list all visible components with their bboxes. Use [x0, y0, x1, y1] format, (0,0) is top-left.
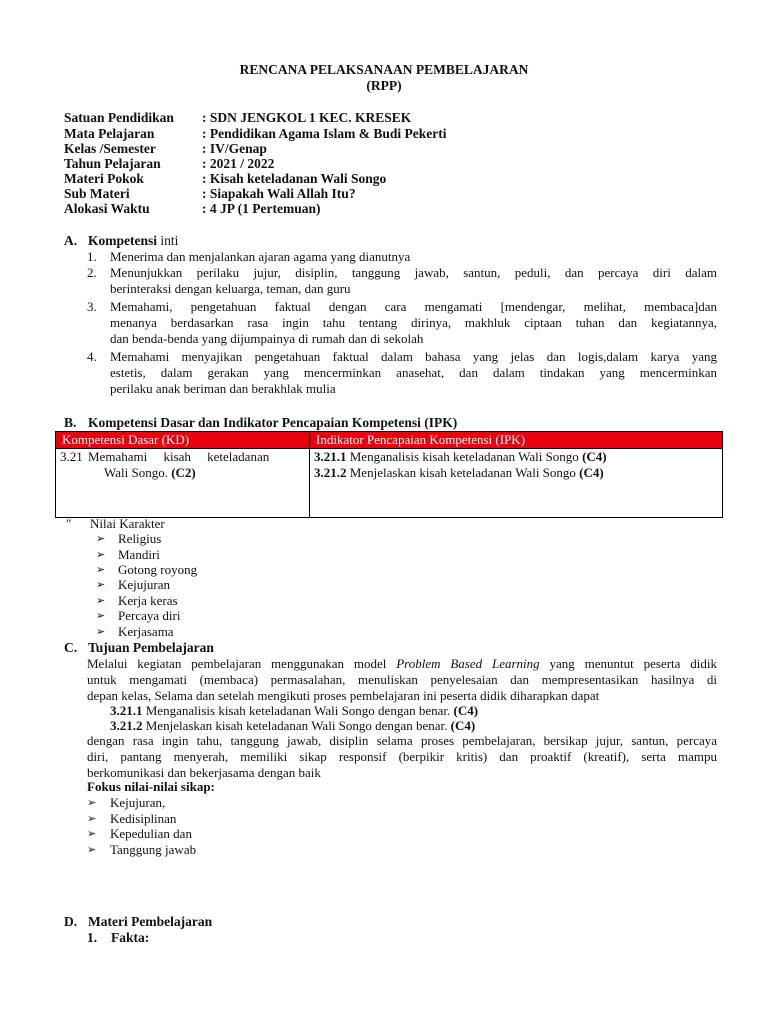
document-subtitle: (RPP): [366, 78, 402, 93]
section-b-heading: [64, 415, 457, 431]
section-letter: C.: [64, 640, 78, 655]
paragraph-line: berkomunikasi dan bekerjasama dengan baik: [87, 765, 321, 780]
section-letter: A.: [64, 233, 78, 248]
kd-level: (C2): [171, 465, 196, 480]
list-item: Kejujuran: [118, 577, 170, 592]
section-title-rest: inti: [157, 233, 179, 248]
competency-table: [55, 431, 723, 518]
section-title: Tujuan Pembelajaran: [88, 640, 214, 655]
list-item: [110, 349, 717, 397]
table-header-ipk: Indikator Pencapaian Kompetensi (IPK): [310, 432, 723, 449]
ipk-code: 3.21.2: [314, 465, 347, 480]
goal-item: [110, 718, 475, 734]
arrow-bullet-icon: ➢: [87, 797, 97, 809]
list-item-line: perilaku anak beriman dan berakhlak mulia: [110, 381, 336, 396]
list-item-line: estetis, dalam gerakan yang mencerminkan anasehat, dan dalam tindakan yang mencerminkan: [110, 365, 717, 380]
list-item-line: Memahami menyajikan pengetahuan faktual dalam bahasa yang jelas dan logis,dalam karya yang: [110, 349, 717, 364]
text-run: yang menuntut peserta didik: [539, 656, 717, 671]
subsection-number: 1.: [87, 930, 98, 945]
kd-text: Wali Songo.: [104, 465, 172, 480]
list-item: Mandiri: [118, 547, 160, 562]
identity-label: Kelas /Semester: [64, 141, 156, 156]
document-title: RENCANA PELAKSANAAN PEMBELAJARAN: [239, 62, 529, 77]
list-item: Kejujuran,: [110, 795, 166, 810]
section-title: Kompetensi Dasar dan Indikator Pencapaian Kompetensi (IPK): [88, 415, 458, 430]
kd-number: 3.21: [60, 449, 83, 464]
bullet-mark: ″: [66, 516, 72, 531]
identity-value: : IV/Genap: [202, 141, 267, 156]
identity-label: Sub Materi: [64, 186, 130, 201]
ipk-cell: [310, 449, 723, 518]
paragraph-line: untuk mengamati (membaca) permasalahan, menuliskan penyelesaian dan mempresentasikan hasilnya di: [87, 672, 717, 687]
list-item-line: dan benda-benda yang dijumpainya di rumah dan di sekolah: [110, 331, 424, 346]
arrow-bullet-icon: ➢: [96, 549, 106, 561]
ipk-line: [314, 449, 718, 465]
list-number: 1.: [87, 249, 97, 264]
identity-value: : SDN JENGKOL 1 KEC. KRESEK: [202, 110, 412, 125]
subsection-heading: [87, 930, 149, 946]
kd-cell: [56, 449, 310, 518]
subsection-title: Fakta:: [111, 930, 150, 945]
list-number: 3.: [87, 299, 97, 314]
model-name: Problem Based Learning: [396, 656, 540, 671]
kd-line: [60, 449, 305, 465]
paragraph-line: diri, pantang menyerah, memiliki sikap responsif (berpikir kritis) dan proaktif (kreatif), serta mampu: [87, 749, 717, 764]
list-item: Gotong royong: [118, 562, 198, 577]
ipk-text: Menjelaskan kisah keteladanan Wali Songo: [346, 465, 580, 480]
kd-text: Memahami kisah keteladanan: [88, 449, 270, 464]
arrow-bullet-icon: ➢: [96, 595, 106, 607]
arrow-bullet-icon: ➢: [96, 626, 106, 638]
identity-label: Satuan Pendidikan: [64, 110, 174, 125]
goal-text: Menjelaskan kisah keteladanan Wali Songo dengan benar.: [142, 718, 451, 733]
list-item: Kerja keras: [118, 593, 178, 608]
goal-item: [110, 703, 478, 719]
table-row: [56, 449, 723, 518]
list-number: 2.: [87, 265, 97, 280]
identity-value: : Kisah keteladanan Wali Songo: [202, 171, 387, 186]
section-letter: B.: [64, 415, 77, 430]
list-item: Kedisiplinan: [110, 811, 177, 826]
kd-line: [60, 465, 305, 481]
focus-title: Fokus nilai-nilai sikap:: [87, 779, 215, 794]
arrow-bullet-icon: ➢: [96, 564, 106, 576]
list-item-line: Menunjukkan perilaku jujur, disiplin, tanggung jawab, santun, peduli, dan percaya diri dalam: [110, 265, 717, 280]
identity-label: Mata Pelajaran: [64, 126, 155, 141]
list-item: [110, 265, 717, 297]
goal-level: (C4): [450, 718, 476, 733]
identity-value: : Siapakah Wali Allah Itu?: [202, 186, 356, 201]
paragraph-line: [87, 656, 717, 672]
ipk-level: (C4): [579, 465, 604, 480]
list-item-line: Menerima dan menjalankan ajaran agama yang dianutnya: [110, 249, 411, 264]
section-title: Materi Pembelajaran: [88, 914, 213, 929]
arrow-bullet-icon: ➢: [87, 813, 97, 825]
list-item: Kepedulian dan: [110, 826, 192, 841]
identity-value: : 4 JP (1 Pertemuan): [202, 201, 321, 216]
list-item-line: menanya berdasarkan rasa ingin tahu tentang dirinya, makhluk ciptaan tuhan dan kegiatannya,: [110, 315, 717, 330]
section-letter: D.: [64, 914, 78, 929]
table-header-row: [56, 432, 723, 449]
ipk-level: (C4): [582, 449, 607, 464]
arrow-bullet-icon: ➢: [96, 579, 106, 591]
list-item: Religius: [118, 531, 162, 546]
arrow-bullet-icon: ➢: [96, 533, 106, 545]
table-header-kd: Kompetensi Dasar (KD): [56, 432, 310, 449]
paragraph-line: dengan rasa ingin tahu, tanggung jawab, disiplin selama proses pembelajaran, bersikap jujur, santun, percaya: [87, 733, 717, 748]
identity-value: : 2021 / 2022: [202, 156, 275, 171]
list-item: Percaya diri: [118, 608, 181, 623]
goal-level: (C4): [453, 703, 479, 718]
identity-label: Alokasi Waktu: [64, 201, 150, 216]
list-item: Tanggung jawab: [110, 842, 197, 857]
list-item-line: berinteraksi dengan keluarga, teman, dan guru: [110, 281, 351, 296]
section-c-heading: [64, 640, 214, 656]
identity-label: Materi Pokok: [64, 171, 144, 186]
section-a-heading: [64, 233, 178, 249]
text-run: Melalui kegiatan pembelajaran menggunakan model: [87, 656, 397, 671]
list-number: 4.: [87, 349, 97, 364]
list-item: Kerjasama: [118, 624, 174, 639]
ipk-line: [314, 465, 718, 481]
section-title: Kompetensi: [88, 233, 157, 248]
arrow-bullet-icon: ➢: [96, 610, 106, 622]
paragraph-line: depan kelas, Selama dan setelah mengikuti proses pembelajaran ini peserta didik diharapkan dapat: [87, 688, 600, 703]
goal-text: Menganalisis kisah keteladanan Wali Songo dengan benar.: [142, 703, 454, 718]
arrow-bullet-icon: ➢: [87, 828, 97, 840]
ipk-text: Menganalisis kisah keteladanan Wali Songo: [346, 449, 583, 464]
learning-objective-closing: [87, 733, 717, 781]
section-d-heading: [64, 914, 212, 930]
identity-label: Tahun Pelajaran: [64, 156, 161, 171]
ipk-code: 3.21.1: [314, 449, 347, 464]
goal-code: 3.21.2: [110, 718, 143, 733]
learning-objective-intro: [87, 656, 717, 704]
goal-code: 3.21.1: [110, 703, 143, 718]
arrow-bullet-icon: ➢: [87, 844, 97, 856]
identity-value: : Pendidikan Agama Islam & Budi Pekerti: [202, 126, 447, 141]
list-item: [110, 299, 717, 347]
list-item-line: Memahami, pengetahuan faktual dengan cara mengamati [mendengar, melihat, membaca]dan: [110, 299, 717, 314]
nilai-karakter-title: Nilai Karakter: [90, 516, 165, 531]
list-item: [110, 249, 717, 265]
